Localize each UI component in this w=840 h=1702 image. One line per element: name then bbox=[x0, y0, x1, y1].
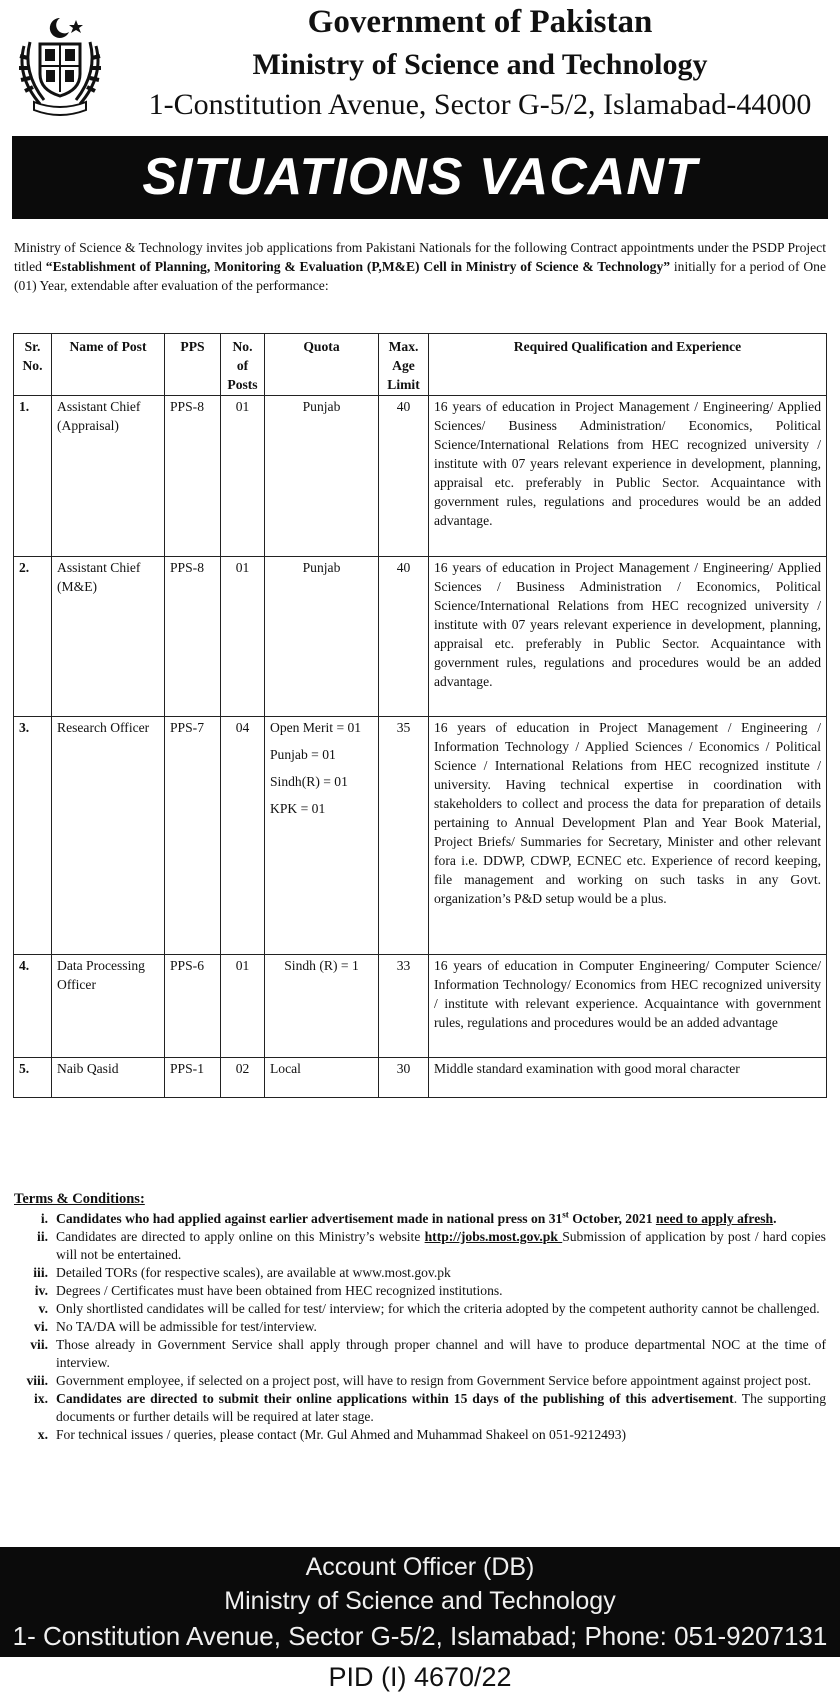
cell-sr: 4. bbox=[14, 955, 52, 1058]
posts-table bbox=[13, 333, 827, 1098]
term-number: viii. bbox=[26, 1373, 48, 1388]
table-row bbox=[14, 955, 827, 1058]
term-bold-text: Candidates are directed to submit their online applications within 15 days of the publishing of this advertisement bbox=[56, 1391, 734, 1406]
term-number: iv. bbox=[34, 1283, 48, 1298]
cell-qualification: 16 years of education in Computer Engineering/ Computer Science/ Information Technology/ Economics from HEC recognized university / institute with relevant experience. Acquaintance with government rules, regulations and procedures would be an added advantage bbox=[429, 955, 827, 1058]
term-item bbox=[14, 1390, 826, 1426]
cell-post: Assistant Chief (M&E) bbox=[52, 557, 165, 717]
ministry-address: 1-Constitution Avenue, Sector G-5/2, Islamabad-44000 bbox=[148, 88, 812, 121]
cell-posts: 01 bbox=[221, 557, 265, 717]
cell-post: Assistant Chief (Appraisal) bbox=[52, 396, 165, 557]
term-item bbox=[14, 1300, 826, 1318]
term-item bbox=[14, 1336, 826, 1372]
cell-posts: 01 bbox=[221, 955, 265, 1058]
term-text-part: Candidates who had applied against earlier advertisement made in national press on 31 bbox=[56, 1211, 563, 1226]
term-item bbox=[14, 1228, 826, 1264]
cell-posts: 02 bbox=[221, 1058, 265, 1098]
intro-paragraph bbox=[14, 238, 826, 295]
term-item bbox=[14, 1318, 826, 1336]
term-text-part: . The supporting documents or further details will be required at later stage. bbox=[56, 1391, 826, 1424]
quota-line: Sindh (R) = 1 bbox=[284, 958, 359, 973]
table-row bbox=[14, 557, 827, 717]
term-number: iii. bbox=[33, 1265, 48, 1280]
government-title: Government of Pakistan bbox=[307, 4, 653, 40]
banner-text: SITUATIONS VACANT bbox=[142, 148, 698, 206]
cell-post: Data Processing Officer bbox=[52, 955, 165, 1058]
quota-line: Punjab bbox=[302, 560, 341, 575]
table-row bbox=[14, 717, 827, 955]
header-posts: No. of Posts bbox=[221, 334, 265, 396]
term-text: For technical issues / queries, please contact (Mr. Gul Ahmed and Muhammad Shakeel on 051-9212493) bbox=[56, 1427, 627, 1442]
term-item bbox=[14, 1282, 826, 1300]
cell-pps: PPS-1 bbox=[165, 1058, 221, 1098]
header-age: Max. Age Limit bbox=[379, 334, 429, 396]
term-number: ix. bbox=[34, 1391, 48, 1406]
term-text: Those already in Government Service shall apply through proper channel and will have to produce departmental NOC at the time of interview. bbox=[56, 1337, 826, 1370]
cell-quota bbox=[265, 955, 379, 1058]
cell-posts: 04 bbox=[221, 717, 265, 955]
footer-address: 1- Constitution Avenue, Sector G-5/2, Islamabad; Phone: 051-9207131 bbox=[12, 1621, 828, 1651]
header-sr: Sr. No. bbox=[14, 334, 52, 396]
cell-age: 40 bbox=[379, 396, 429, 557]
quota-line: KPK = 01 bbox=[270, 801, 326, 816]
header-qualification: Required Qualification and Experience bbox=[429, 334, 827, 396]
term-number: i. bbox=[40, 1211, 48, 1226]
cell-age: 40 bbox=[379, 557, 429, 717]
intro-text-2: initially for a period of One (01) Year, extendable after evaluation of the performance: bbox=[14, 259, 826, 293]
cell-qualification: 16 years of education in Project Management / Engineering/ Applied Sciences / Business Administration / Economics, Political Science/International Relations from HEC recognized university / institute with 07 years relevant experience in development, planning, appraisal etc. preferably in Public Sector. Acquaintance with government rules, regulations and procedures would be an added advantage. bbox=[429, 557, 827, 717]
cell-post: Naib Qasid bbox=[52, 1058, 165, 1098]
website-link[interactable]: http://jobs.most.gov.pk bbox=[424, 1229, 563, 1244]
term-text: Detailed TORs (for respective scales), are available at www.most.gov.pk bbox=[56, 1265, 451, 1280]
table-header-row bbox=[14, 334, 827, 396]
cell-quota bbox=[265, 717, 379, 955]
term-superscript: st bbox=[562, 1209, 569, 1220]
term-item bbox=[14, 1210, 826, 1228]
project-title: “Establishment of Planning, Monitoring & Evaluation (P,M&E) Cell in Ministry of Science & Technology” bbox=[45, 259, 671, 274]
footer-officer: Account Officer (DB) bbox=[305, 1553, 535, 1581]
term-text bbox=[56, 1228, 826, 1264]
cell-sr: 3. bbox=[14, 717, 52, 955]
term-text: No TA/DA will be admissible for test/interview. bbox=[56, 1319, 317, 1334]
situations-vacant-banner bbox=[12, 136, 828, 219]
term-text-part: Submission of application by post / hard copies will not be entertained. bbox=[56, 1229, 826, 1262]
header-quota: Quota bbox=[265, 334, 379, 396]
term-number: vi. bbox=[34, 1319, 48, 1334]
quota-line: Local bbox=[270, 1061, 301, 1076]
footer-ministry: Ministry of Science and Technology bbox=[224, 1587, 616, 1615]
cell-qualification: 16 years of education in Project Management / Engineering/ Applied Sciences/ Business Administration/ Economics, Political Science/International Relations from HEC recognized university / institute with 07 years relevant experience in development, planning, appraisal etc. preferably in Public Sector. Acquaintance with government rules, regulations and procedures would be an added advantage. bbox=[429, 396, 827, 557]
cell-age: 33 bbox=[379, 955, 429, 1058]
term-text bbox=[56, 1390, 826, 1426]
cell-sr: 1. bbox=[14, 396, 52, 557]
term-text bbox=[56, 1210, 826, 1228]
term-text-part: . bbox=[773, 1211, 777, 1226]
cell-quota bbox=[265, 1058, 379, 1098]
cell-pps: PPS-8 bbox=[165, 557, 221, 717]
cell-quota bbox=[265, 396, 379, 557]
term-text: Degrees / Certificates must have been obtained from HEC recognized institutions. bbox=[56, 1283, 503, 1298]
term-item bbox=[14, 1426, 826, 1444]
cell-age: 30 bbox=[379, 1058, 429, 1098]
state-emblem-icon bbox=[10, 6, 110, 116]
term-number: vii. bbox=[30, 1337, 48, 1352]
term-text: Only shortlisted candidates will be called for test/ interview; for which the criteria adopted by the competent authority cannot be challenged. bbox=[56, 1301, 820, 1316]
terms-section bbox=[14, 1190, 826, 1444]
cell-qualification: 16 years of education in Project Management / Engineering / Information Technology / Applied Sciences / Economics / Political Science / International Relations from HEC recognized institute / university. Having technical expertise in coordination with stakeholders to collect and process the data for preparation of details pertaining to Annual Development Plan and Year Book Material, Project Briefs/ Summaries for Secretary, Minister and other relevant fora i.e. DDWP, CDWP, ECNEC etc. Experience of record keeping, file management and working on such tasks in any Govt. organization’s P&D setup would be a plus. bbox=[429, 717, 827, 955]
term-number: v. bbox=[38, 1301, 48, 1316]
term-number: x. bbox=[37, 1427, 48, 1442]
header-post: Name of Post bbox=[52, 334, 165, 396]
term-text: Government employee, if selected on a project post, will have to resign from Government Service before appointment against project post. bbox=[56, 1373, 811, 1388]
cell-age: 35 bbox=[379, 717, 429, 955]
contact-footer bbox=[0, 1547, 840, 1657]
quota-line: Punjab bbox=[302, 399, 341, 414]
cell-pps: PPS-6 bbox=[165, 955, 221, 1058]
cell-sr: 2. bbox=[14, 557, 52, 717]
cell-qualification: Middle standard examination with good moral character bbox=[429, 1058, 827, 1098]
cell-quota bbox=[265, 557, 379, 717]
header bbox=[0, 0, 840, 130]
term-underlined-text: need to apply afresh bbox=[655, 1211, 774, 1226]
quota-line: Sindh(R) = 01 bbox=[270, 774, 348, 789]
term-item bbox=[14, 1264, 826, 1282]
cell-post: Research Officer bbox=[52, 717, 165, 955]
cell-sr: 5. bbox=[14, 1058, 52, 1098]
table-row bbox=[14, 396, 827, 557]
terms-title: Terms & Conditions: bbox=[14, 1191, 145, 1207]
term-item bbox=[14, 1372, 826, 1390]
table-row bbox=[14, 1058, 827, 1098]
cell-pps: PPS-8 bbox=[165, 396, 221, 557]
intro-text-1: Ministry of Science & Technology invites job applications from Pakistani Nationals for the following Contract appointments under the PSDP Project titled bbox=[14, 240, 826, 274]
cell-pps: PPS-7 bbox=[165, 717, 221, 955]
term-text-part: October, 2021 bbox=[568, 1211, 656, 1226]
quota-line: Open Merit = 01 bbox=[270, 720, 362, 735]
pid-number: PID (I) 4670/22 bbox=[328, 1662, 512, 1692]
quota-line: Punjab = 01 bbox=[270, 747, 336, 762]
term-text-part: Candidates are directed to apply online on this Ministry’s website bbox=[56, 1229, 425, 1244]
ministry-title: Ministry of Science and Technology bbox=[252, 48, 708, 81]
cell-posts: 01 bbox=[221, 396, 265, 557]
header-pps: PPS bbox=[165, 334, 221, 396]
term-number: ii. bbox=[37, 1229, 48, 1244]
